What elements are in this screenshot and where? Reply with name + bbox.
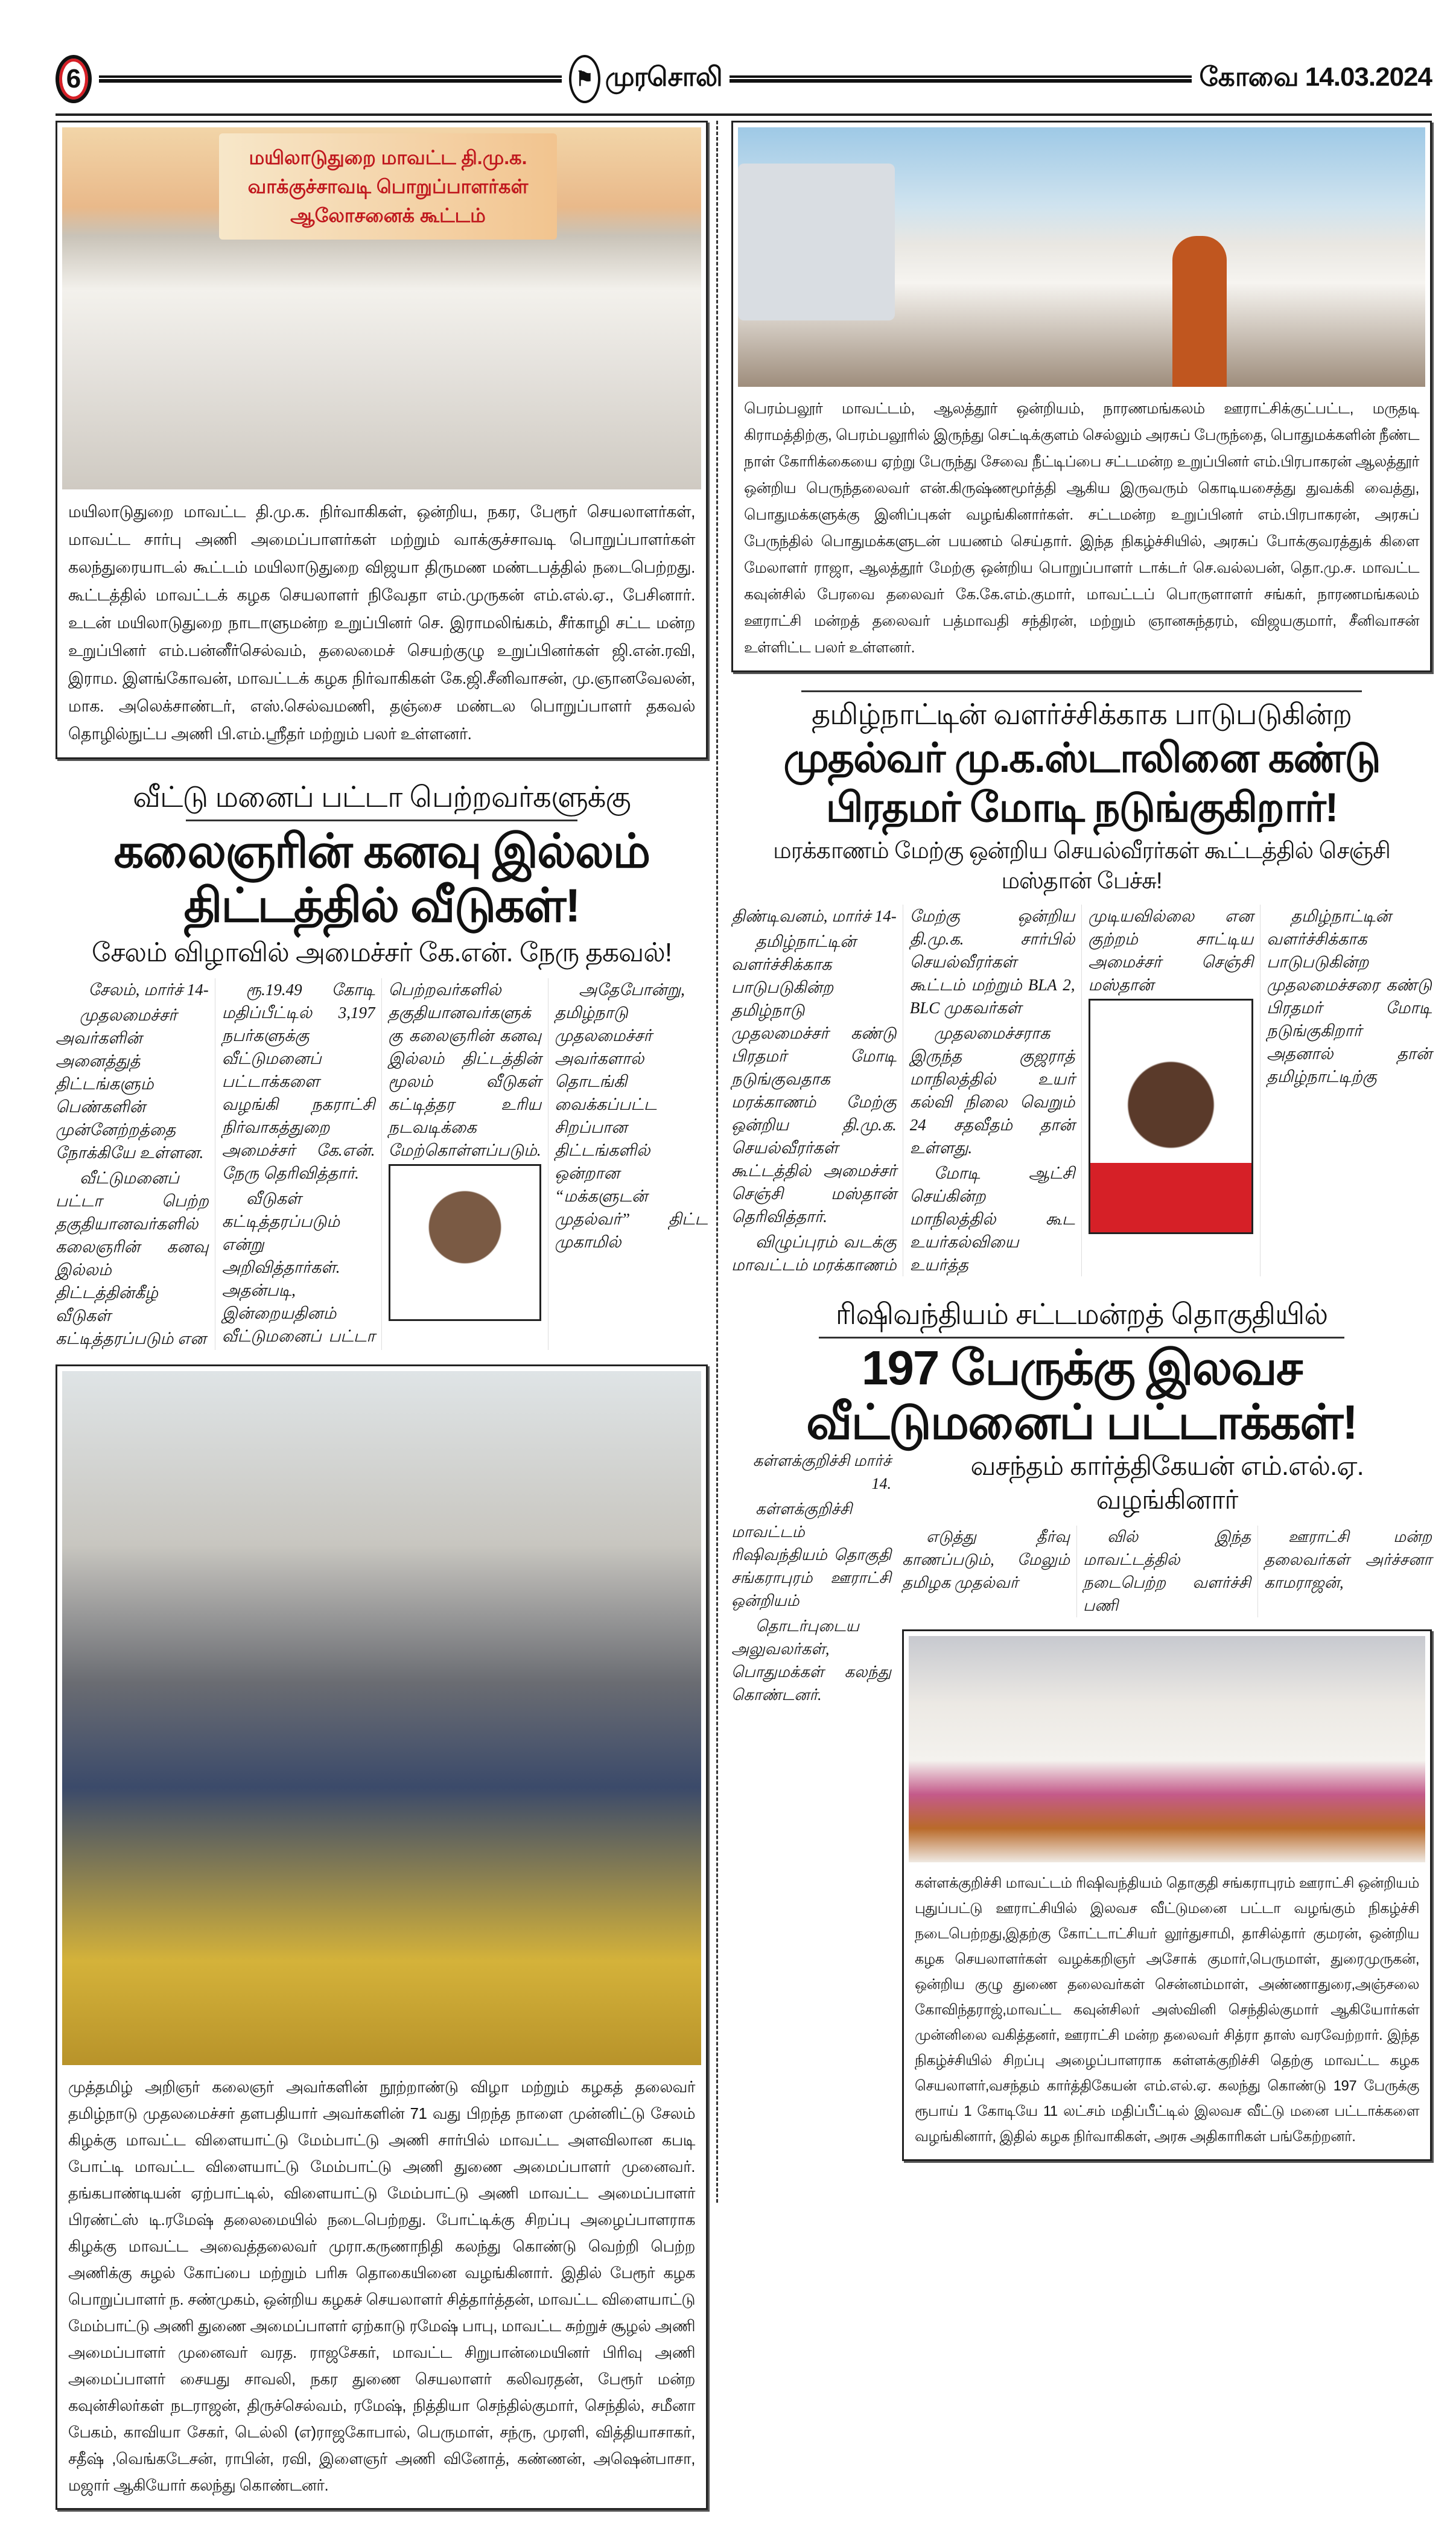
page-header (56, 52, 1432, 106)
photo-story-perambalur (731, 121, 1432, 672)
photo-banner (219, 133, 557, 240)
photo-story-patta-distribution (902, 1629, 1432, 2161)
paragraph: வீடுகள் கட்டித்தரப்படும் என்று அறிவித்தார்கள். அதன்படி, இன்றையதினம் வீட்டுமனைப் பட்டா பெற்றவர்களில் தகுதியானவர்களுக்கு கலைஞரின் கனவு இல்லம் திட்டத்தின் மூலம் வீடுகள் கட்டித்தர உரிய நடவடிக்கை மேற்கொள்ளப்படும். (221, 981, 542, 1345)
masthead-logo-icon (569, 55, 600, 103)
paragraph: வில் இந்த மாவட்டத்தில் நடைபெற்ற வளர்ச்சி பணி (1083, 1528, 1251, 1614)
header-bottom-rule (56, 113, 1432, 116)
masthead-title: முரசொலி (605, 62, 722, 92)
photo-caption: முத்தமிழ் அறிஞர் கலைஞர் அவர்களின் நூற்றாண்டு விழா மற்றும் கழகத் தலைவர் தமிழ்நாடு முதலமைச்சர் தளபதியார் அவர்களின் 71 வது பிறந்த நாளை முன்னிட்டு சேலம் கிழக்கு மாவட்ட விளையாட்டு மேம்பாட்டு அணி சார்பில் மாவட்ட அளவிலான கபடி போட்டி மாவட்ட விளையாட்டு மேம்பாட்டு அணி துணை அமைப்பாளர் முனைவர். தங்கபாண்டியன் ஏற்பாட்டில், விளையாட்டு மேம்பாட்டு அணி மாவட்ட அமைப்பாளர் பிரண்ட்ஸ் டி.ரமேஷ் தலைமையில் நடைபெற்றது. போட்டிக்கு சிறப்பு அழைப்பாளராக கிழக்கு மாவட்ட அவைத்தலைவர் முரா.கருணாநிதி கலந்து கொண்டு வெற்றி பெற்ற அணிக்கு சுழல் கோப்பை மற்றும் பரிசு தொகையினை வழங்கினார். இதில் பேரூர் கழக பொறுப்பாளர் ந. சண்முகம், ஒன்றிய கழகச் செயலாளர் சித்தார்த்தன், மாவட்ட விளையாட்டு மேம்பாட்டு அணி துணை அமைப்பாளர் ஏற்காடு ரமேஷ் பாபு, மாவட்ட சுற்றுச் சூழல் அணி அமைப்பாளர் முனைவர் வரத. ராஜசேகர், மாவட்ட சிறுபான்மையினர் பிரிவு அணி அமைப்பாளர் சையது சாவலி, நகர துணை செயலாளர் கலிவரதன், பேரூர் மன்ற கவுன்சிலர்கள் நடராஜன், திருச்செல்வம், ரமேஷ், நித்தியா செந்தில்குமார், செந்தில், சமீனா பேகம், காவியா சேகர், டெல்லி (எ)ராஜகோபால், பெருமாள், சந்ரு, முரளி, வித்தியாசாகர், சதீஷ் ,வெங்கடேசன், ராபின், ரவி, இளைஞர் அணி வினோத், கண்ணன், அஷென்பாசா, மஜார் ஆகியோர் கலந்து கொண்டனர். (68, 2078, 695, 2494)
story-body (56, 978, 708, 1350)
minister-portrait (1089, 999, 1254, 1234)
right-column (716, 121, 1432, 2203)
saree-figure (1172, 236, 1227, 387)
patta-distribution-photo (909, 1636, 1425, 1862)
photo-caption: கள்ளக்குறிச்சி மாவட்டம் ரிஷிவந்தியம் தொகுதி சங்கராபுரம் ஊராட்சி ஒன்றியம் புதுப்பட்டு ஊராட்சியில் இலவச வீட்டுமனை பட்டா வழங்கும் நிகழ்ச்சி நடைபெற்றது,இதற்கு கோட்டாட்சியர் லூர்துசாமி, தாசில்தார் குமரன், ஒன்றிய கழக செயலாளர்கள் வழக்கறிஞர் அசோக் குமார்,பெருமாள், துரைமுருகன், ஒன்றிய குழு துணை தலைவர்கள் சென்னம்மாள், அண்ணாதுரை,அஞ்சலை கோவிந்தராஜ்,மாவட்ட கவுன்சிலர் அஸ்வினி செந்தில்குமார் ஆகியோர்கள் முன்னிலை வகித்தனர், ஊராட்சி மன்ற தலைவர் சித்ரா தாஸ் வரவேற்றார். இந்த நிகழ்ச்சியில் சிறப்பு அழைப்பாளராக கள்ளக்குறிச்சி தெற்கு மாவட்ட கழக செயலாளர்,வசந்தம் கார்த்திகேயன் எம்.எல்.ஏ. கலந்து கொண்டு 197 பேருக்கு ரூபாய் 1 கோடியே 11 லட்சம் மதிப்பீட்டில் இலவச வீட்டு மனை பட்டாக்களை வழங்கினார், இதில் கழக நிர்வாகிகள், அரசு அதிகாரிகள் பங்கேற்றனர். (915, 1875, 1419, 2145)
photo-story-kabaddi (56, 1364, 708, 2510)
bus-shape (738, 164, 895, 320)
kicker-rule (186, 820, 577, 821)
paragraph: முதலமைச்சராக இருந்த குஜராத் மாநிலத்தில் உயர் கல்வி நிலை வெறும் 24 சதவீதம் தான் உள்ளது. (909, 1024, 1075, 1157)
story-headline: 197 பேருக்கு இலவச வீட்டுமனைப் பட்டாக்கள்! (806, 1341, 1357, 1449)
bus-flagoff-photo (738, 127, 1425, 387)
logo-glyph: ⚑ (575, 68, 594, 91)
story-subhead: மரக்காணம் மேற்கு ஒன்றிய செயல்வீரர்கள் கூட்டத்தில் செஞ்சி மஸ்தான் பேச்சு! (773, 838, 1390, 894)
page-number-text: 6 (66, 64, 81, 94)
story-kicker: ரிஷிவந்தியம் சட்டமன்றத் தொகுதியில் (835, 1299, 1328, 1331)
story-body (731, 905, 1432, 1276)
paragraph: விழுப்புரம் வடக்கு மாவட்டம் மரக்காணம் மேற்கு ஒன்றிய தி.மு.க. சார்பில் செயல்வீரர்கள் கூட்டம் மற்றும் BLA 2, BLC முகவர்கள் (731, 907, 1075, 1274)
paragraph: முதலமைச்சர் அவர்களின் அனைத்துத் திட்டங்களும் பெண்களின் முன்னேற்றத்தை நோக்கியே உள்ளன. (56, 1006, 204, 1162)
story-subhead: சேலம் விழாவில் அமைச்சர் கே.என். நேரு தகவல்! (91, 938, 672, 967)
header-rule (730, 75, 1192, 83)
paragraph: ஊராட்சி மன்ற தலைவர்கள் அர்ச்சனா காமராஜன், (1264, 1528, 1432, 1591)
story-headline: கலைஞரின் கனவு இல்லம் திட்டத்தில் வீடுகள்! (113, 824, 650, 932)
kicker-rule (819, 1337, 1344, 1339)
header-rule (99, 75, 562, 83)
left-column (56, 121, 716, 2510)
paragraph: அதேபோன்று, தமிழ்நாடு முதலமைச்சர் அவர்களால் தொடங்கி வைக்கப்பட்ட சிறப்பான திட்டங்களில் ஒன்றான “மக்களுடன் முதல்வர்” திட்ட முகாமில் (555, 981, 708, 1251)
story-kicker: தமிழ்நாட்டின் வளர்ச்சிக்காக பாடுபடுகின்ற (811, 699, 1352, 731)
paragraph: தமிழ்நாட்டின் வளர்ச்சிக்காக பாடுபடுகின்ற தமிழ்நாடு முதலமைச்சர் கண்டு பிரதமர் மோடி நடுங்குவதாக மரக்காணம் மேற்கு ஒன்றிய தி.மு.க. செயல்வீரர்கள் கூட்டத்தில் அமைச்சர் செஞ்சி மஸ்தான் தெரிவித்தார். (731, 932, 897, 1226)
photo-story-mayiladuthurai (56, 121, 708, 759)
page-grid (56, 121, 1432, 2510)
rishivandiyam-layout (731, 1450, 1432, 2161)
photo-caption: பெரம்பலூர் மாவட்டம், ஆலத்தூர் ஒன்றியம், நாரணமங்கலம் ஊராட்சிக்குட்பட்ட, மருதடி கிராமத்திற்கு, பெரம்பலூரில் இருந்து செட்டிக்குளம் செல்லும் அரசுப் பேருந்தை, பொதுமக்களின் நீண்ட நாள் கோரிக்கையை ஏற்று பேருந்து சேவை நீட்டிப்பை சட்டமன்ற உறுப்பினர் எம்.பிரபாகரன் ஆலத்தூர் ஒன்றிய பெருந்தலைவர் என்.கிருஷ்ணமூர்த்தி ஆகிய இருவரும் கொடியசைத்து துவக்கி வைத்து, பொதுமக்களுக்கு இனிப்புகள் வழங்கினார்கள். சட்டமன்ற உறுப்பினர் எம்.பிரபாகரன், அரசுப் பேருந்தில் பொதுமக்களுடன் பயணம் செய்தார். இந்த நிகழ்ச்சியில், அரசுப் போக்குவரத்துக் கிளை மேலாளர் ராஜா, ஆலத்தூர் மேற்கு ஒன்றிய பொறுப்பாளர் டாக்டர் செ.வல்லபன், தொ.மு.ச. மாவட்ட கவுன்சில் பேரவை தலைவர் கே.கே.எம்.குமார், மாவட்டப் பொருளாளர் சங்கர், நாரணமங்கலம் ஊராட்சி மன்றத் தலைவர் பத்மாவதி சந்திரன், மற்றும் ஞானசுந்தரம், விஜயகுமார், சீனிவாசன் உள்ளிட்ட பலர் உள்ளனர். (744, 400, 1419, 656)
meeting-photo (62, 127, 701, 489)
story-dateline: சேலம், மார்ச் 14- (88, 981, 209, 999)
page-number (56, 55, 92, 103)
story-headline: முதல்வர் மு.க.ஸ்டாலினை கண்டு பிரதமர் மோடி நடுங்குகிறார்! (783, 735, 1380, 830)
story-dateline: திண்டிவனம், மார்ச் 14- (731, 907, 897, 925)
paragraph: தொடர்புடைய அலுவலர்கள், பொதுமக்கள் கலந்து கொண்டனர். (731, 1617, 891, 1704)
paragraph: தமிழ்நாட்டின் வளர்ச்சிக்காக பாடுபடுகின்ற முதலமைச்சரை கண்டு பிரதமர் மோடி நடுங்குகிறார் அதனால் தான் தமிழ்நாட்டிற்கு (1267, 907, 1432, 1086)
minister-portrait (389, 1164, 542, 1321)
banner-text: மயிலாடுதுறை மாவட்ட தி.மு.க. வாக்குச்சாவடி பொறுப்பாளர்கள் ஆலோசனைக் கூட்டம் (247, 147, 529, 226)
paragraph: எடுத்து தீர்வு காணப்படும், மேலும் தமிழக முதல்வர் (902, 1528, 1070, 1591)
masthead (569, 55, 722, 103)
story-kicker: வீட்டு மனைப் பட்டா பெற்றவர்களுக்கு (133, 782, 631, 813)
story-body-first-column (731, 1450, 891, 1709)
paragraph: வீட்டுமனைப் பட்டா பெற்ற தகுதியானவர்களில் கலைஞரின் கனவு இல்லம் திட்டத்தின்கீழ் வீடுகள் கட்டித்தரப்படும் என (56, 1169, 209, 1348)
story-dateline: கள்ளக்குறிச்சி மார்ச் 14. (752, 1452, 891, 1492)
story-subhead: வசந்தம் கார்த்திகேயன் எம்.எல்.ஏ. வழங்கினார் (970, 1451, 1364, 1515)
paragraph: ரூ.19.49 கோடி மதிப்பீட்டில் 3,197 நபர்களுக்கு வீட்டுமனைப் பட்டாக்களை வழங்கி நகராட்சி நிர்வாகத்துறை அமைச்சர் கே.என். நேரு தெரிவித்தார். (221, 981, 375, 1182)
story-body (902, 1526, 1432, 1617)
photo-caption: மயிலாடுதுறை மாவட்ட தி.மு.க. நிர்வாகிகள், ஒன்றிய, நகர, பேரூர் செயலாளர்கள், மாவட்ட சார்பு அணி அமைப்பாளர்கள் மற்றும் வாக்குச்சாவடி பொறுப்பாளர்கள் கலந்துரையாடல் கூட்டம் மயிலாடுதுறை விஜயா திருமண மண்டபத்தில் நடைபெற்றது. கூட்டத்தில் மாவட்டக் கழக செயலாளர் நிவேதா எம்.முருகன் எம்.எல்.ஏ., பேசினார். உடன் மயிலாடுதுறை நாடாளுமன்ற உறுப்பினர் செ. இராமலிங்கம், சீர்காழி சட்ட மன்ற உறுப்பினர் எம்.பன்னீர்செல்வம், தலைமைச் செயற்குழு உறுப்பினர்கள் ஜி.என்.ரவி, இராம. இளங்கோவன், மாவட்டக் கழக நிர்வாகிகள் கே.ஜி.சீனிவாசன், மு.ஞானவேலன், மாக. அலெக்சாண்டர், எஸ்.செல்வமணி, தஞ்சை மண்டல பொறுப்பாளர் தகவல் தொழில்நுட்ப அணி பி.எம்.ஸ்ரீதர் மற்றும் பலர் உள்ளனர். (68, 503, 695, 743)
edition-date: கோவை 14.03.2024 (1199, 62, 1432, 92)
rishivandiyam-main (902, 1450, 1432, 2161)
paragraph: கள்ளக்குறிச்சி மாவட்டம் ரிஷிவந்தியம் தொகுதி சங்கராபுரம் ஊராட்சி ஒன்றியம் (731, 1500, 891, 1609)
kicker-rule (801, 690, 1362, 692)
kabaddi-team-photo (62, 1371, 701, 2065)
paragraph: மோடி ஆட்சி செய்கின்ற மாநிலத்தில் கூட உயர்கல்வியை உயர்த்த முடியவில்லை என குற்றம் சாட்டிய அமைச்சர் செஞ்சி மஸ்தான் (909, 907, 1254, 1274)
